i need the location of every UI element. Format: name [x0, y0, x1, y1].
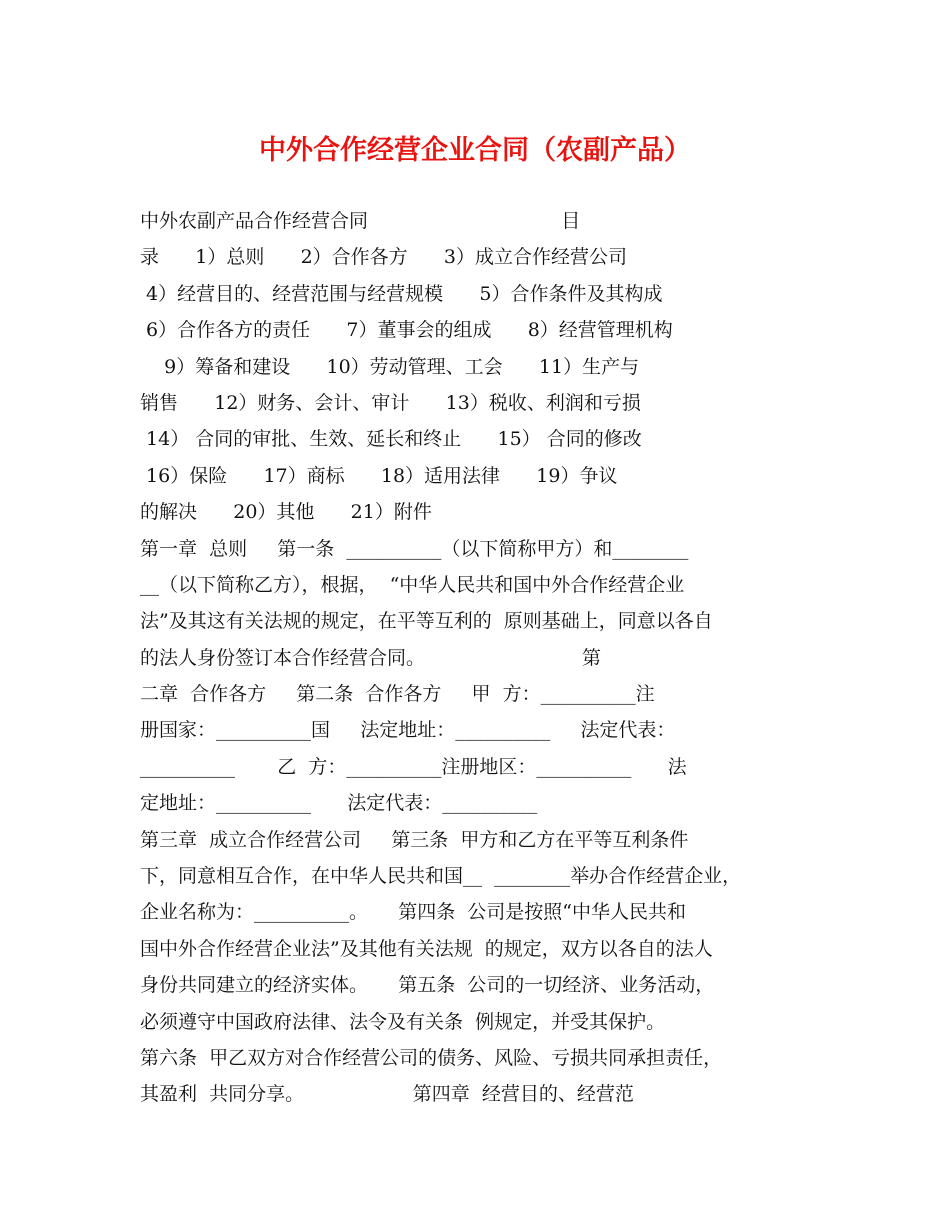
text-line: 销售 12）财务、会计、审计 13）税收、利润和亏损: [140, 391, 641, 414]
text-line: 中外农副产品合作经营合同 目: [140, 210, 581, 232]
text-line: 第三章 成立合作经营公司 第三条 甲方和乙方在平等互利条件: [140, 828, 689, 851]
contract-body: [140, 203, 812, 1113]
text-line: 16）保险 17）商标 18）适用法律 19）争议: [140, 464, 618, 487]
text-line: 册国家：__________国 法定地址：__________ 法定代表：: [140, 719, 676, 742]
text-line: 下，同意相互合作，在中华人民共和国__ ________举办合作经营企业，: [140, 865, 742, 888]
text-line: 定地址：__________ 法定代表：__________: [140, 792, 538, 815]
text-line: 9）筹备和建设 10）劳动管理、工会 11）生产与: [140, 355, 640, 378]
text-line: 第一章 总则 第一条 __________（以下简称甲方）和________: [140, 537, 689, 560]
text-line: 第六条 甲乙双方对合作经营公司的债务、风险、亏损共同承担责任，: [140, 1046, 723, 1069]
text-line: 身份共同建立的经济实体。 第五条 公司的一切经济、业务活动，: [140, 974, 715, 997]
text-line: 法”及其这有关法规的规定，在平等互利的 原则基础上，同意以各自: [140, 610, 713, 633]
text-line: 14） 合同的审批、生效、延长和终止 15） 合同的修改: [140, 428, 642, 451]
text-line: 必须遵守中国政府法律、法令及有关条 例规定，并受其保护。: [140, 1010, 666, 1033]
text-line: 录 1）总则 2）合作各方 3）成立合作经营公司: [140, 246, 627, 269]
text-line: 国中外合作经营企业法”及其他有关法规 的规定，双方以各自的法人: [140, 937, 713, 960]
text-line: 的法人身份签订本合作经营合同。 第: [140, 646, 602, 669]
text-line: __________ 乙 方：__________注册地区：__________ 法: [140, 755, 687, 778]
text-line: 4）经营目的、经营范围与经营规模 5）合作条件及其构成: [140, 282, 663, 305]
text-line: 其盈利 共同分享。 第四章 经营目的、经营范: [140, 1083, 634, 1106]
text-line: 的解决 20）其他 21）附件: [140, 501, 432, 524]
text-line: 6）合作各方的责任 7）董事会的组成 8）经营管理机构: [140, 319, 673, 342]
document-title: 中外合作经营企业合同（农副产品）: [259, 135, 691, 166]
text-line: __（以下简称乙方），根据， “中华人民共和国中外合作经营企业: [140, 573, 685, 596]
text-line: 企业名称为：__________。 第四条 公司是按照“中华人民共和: [140, 901, 686, 924]
text-line: 二章 合作各方 第二条 合作各方 甲 方：__________注: [140, 683, 655, 706]
